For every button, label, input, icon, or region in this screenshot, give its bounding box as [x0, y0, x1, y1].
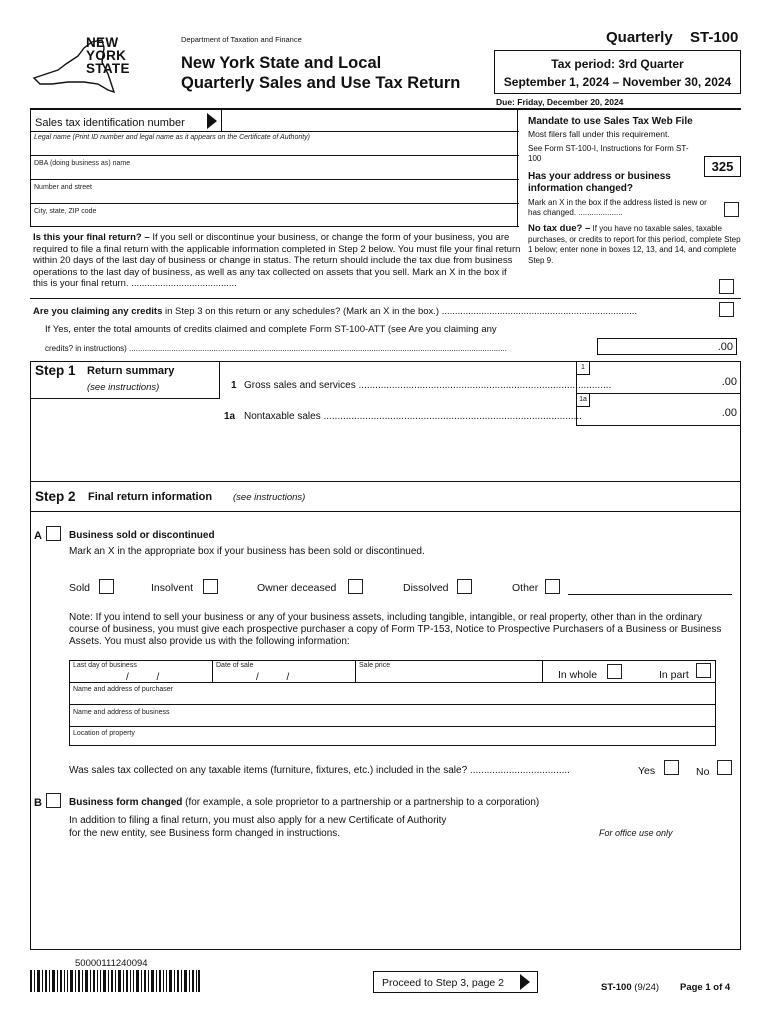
- in-part-label: In part: [659, 669, 689, 681]
- legal-name-field[interactable]: [31, 131, 519, 155]
- step2-header: [31, 482, 740, 512]
- collected-no-checkbox[interactable]: [717, 760, 732, 775]
- final-return-block: [33, 232, 521, 290]
- dba-label: DBA (doing business as) name: [34, 160, 131, 167]
- section-b-title: Business form changed: [69, 797, 183, 808]
- section-b-line3: for the new entity, see Business form changed in instructions.: [69, 828, 341, 839]
- barcode-icon: [30, 970, 200, 992]
- street-field[interactable]: [31, 179, 519, 203]
- proceed-button[interactable]: [373, 971, 538, 993]
- step1-subtitle: Return summary: [87, 365, 175, 377]
- option-dissolved-label: Dissolved: [403, 582, 449, 594]
- legal-name-label: Legal name (Print ID number and legal name as it appears on the Certificate of Authority): [34, 134, 310, 141]
- barcode-number: 50000111240094: [75, 958, 148, 969]
- line1a-amount: .00: [721, 407, 737, 419]
- section-b-rest: (for example, a sole proprietor to a partnership or a partnership to a corporation): [185, 797, 540, 808]
- line1-amount-field[interactable]: [576, 362, 740, 394]
- address-changed-checkbox[interactable]: [724, 202, 739, 217]
- proceed-label: Proceed to Step 3, page 2: [382, 977, 505, 989]
- credits-line2: If Yes, enter the total amounts of credits claimed and complete Form ST-100-ATT (see Are you claiming any: [45, 324, 497, 335]
- tax-period-title: Tax period: 3rd Quarter: [551, 57, 684, 71]
- section-a-instructions: Mark an X in the appropriate box if your business has been sold or discontinued.: [69, 546, 425, 557]
- option-insolvent-label: Insolvent: [151, 582, 194, 594]
- sale-note: Note: If you intend to sell your business or any of your business assets, including tangible, intangible, or real property, other than in the ordinary course of business, you must give each prospective purchaser a copy of Form TP-153, Notice to Prospective Purchasers of a Business or Business Assets. You must also provide us with the following information:: [69, 612, 722, 647]
- line1-label-leader: ...........................................................................................: [358, 380, 612, 391]
- step1-section: [30, 361, 741, 482]
- line1-amount: .00: [721, 376, 737, 388]
- date-sale-field[interactable]: [213, 661, 356, 683]
- date-sale-label: Date of sale: [216, 662, 254, 669]
- city-label: City, state, ZIP code: [34, 208, 97, 215]
- final-return-question: Is this your final return? –: [33, 232, 150, 243]
- line1-label-text: Gross sales and services: [244, 380, 356, 391]
- arrow-right-icon: [520, 974, 530, 990]
- collected-yes-checkbox[interactable]: [664, 760, 679, 775]
- final-return-checkbox[interactable]: [719, 279, 734, 294]
- barcode: [30, 970, 200, 992]
- section-b-line2: In addition to filing a final return, you must also apply for a new Certificate of Authority: [69, 815, 447, 826]
- option-insolvent-checkbox[interactable]: [203, 579, 218, 594]
- property-field[interactable]: [70, 727, 715, 745]
- credits-checkbox[interactable]: [719, 302, 734, 317]
- credits-line3-leader: ..........................................................................................................................................................................: [129, 344, 507, 353]
- sales-tax-id-field[interactable]: [221, 109, 519, 131]
- street-label: Number and street: [34, 184, 92, 191]
- dba-field[interactable]: [31, 155, 519, 179]
- option-sold-label: Sold: [69, 582, 91, 594]
- line1a-number: 1a: [224, 411, 236, 422]
- section-b-checkbox[interactable]: [46, 793, 61, 808]
- last-day-slashes: / /: [126, 672, 160, 683]
- sale-price-field[interactable]: [356, 661, 543, 683]
- final-return-text: If you sell or discontinue your business, or change the form of your business, you are required to file a final return with the applicable information completed in Step 2 below. You must file your final return within 20 days of the last day of business or change in status. The return should include the tax due from business operations to the last day of business, as well as any tax collected on assets that you sell. Mark an X in the box if this is your final return. ........................................: [33, 232, 521, 290]
- line1-label: [244, 380, 612, 391]
- footer-form-date: (9/24): [634, 982, 660, 993]
- address-question: Has your address or business information changed?: [528, 171, 671, 194]
- form-id: ST-100: [690, 29, 739, 46]
- line1-box-number: 1: [577, 362, 590, 375]
- form-footer-id: [601, 982, 659, 993]
- property-label: Location of property: [73, 730, 135, 737]
- sale-price-label: Sale price: [359, 662, 391, 669]
- title-line2: Quarterly Sales and Use Tax Return: [181, 74, 461, 92]
- purchaser-label: Name and address of purchaser: [73, 686, 173, 693]
- form-label: Quarterly: [606, 29, 673, 46]
- no-tax-text: If you have no taxable sales, taxable purchases, or credits to report for this period, complete Step 1 below; enter none in boxes 12, 13, and 14, and complete Step 9.: [528, 224, 741, 265]
- step2-subtitle: Final return information: [88, 491, 213, 503]
- step1-see: (see instructions): [87, 382, 160, 393]
- line1-number: 1: [231, 380, 237, 391]
- tax-period-box: [494, 50, 741, 94]
- sale-details-table: [69, 660, 716, 746]
- in-whole-checkbox[interactable]: [607, 664, 622, 679]
- credits-amount: .00: [717, 341, 733, 353]
- credits-line3: [45, 344, 595, 353]
- footer-form-code: ST-100: [601, 982, 632, 993]
- in-part-checkbox[interactable]: [696, 663, 711, 678]
- option-dissolved-checkbox[interactable]: [457, 579, 472, 594]
- step2-section: [30, 482, 741, 950]
- collected-no-label: No: [696, 766, 710, 778]
- business-label: Name and address of business: [73, 709, 170, 716]
- step1-title: Step 1: [35, 363, 76, 378]
- option-other-label: Other: [512, 582, 539, 594]
- logo-text: NEW YORK STATE: [86, 35, 130, 76]
- arrow-right-icon: [207, 113, 217, 129]
- no-tax-block: [528, 224, 742, 266]
- final-return-rule: [30, 298, 741, 299]
- last-day-field[interactable]: [70, 661, 213, 683]
- credits-line3-text: credits? in instructions): [45, 344, 127, 353]
- step2-title: Step 2: [35, 489, 76, 504]
- collected-question: Was sales tax collected on any taxable items (furniture, fixtures, etc.) included in the sale? ....................................: [69, 765, 570, 776]
- section-a-checkbox[interactable]: [46, 526, 61, 541]
- line1a-label-leader: .............................................................................................: [323, 411, 582, 422]
- line1a-label: [244, 411, 582, 422]
- section-b-letter: B: [34, 797, 42, 809]
- collected-yes-label: Yes: [638, 765, 656, 777]
- line1a-label-text: Nontaxable sales: [244, 411, 321, 422]
- section-a-letter: A: [34, 530, 42, 542]
- in-whole-part-cell: [543, 661, 715, 683]
- title-line1: New York State and Local: [181, 54, 382, 72]
- date-sale-slashes: / /: [256, 672, 290, 683]
- section-b-title-line: [69, 797, 539, 808]
- credits-question-bold: Are you claiming any credits: [33, 306, 163, 317]
- tax-period-dates: September 1, 2024 – November 30, 2024: [503, 75, 732, 89]
- credits-question-rest: in Step 3 on this return or any schedules? (Mark an X in the box.): [165, 306, 440, 317]
- office-use-label: For office use only: [599, 828, 673, 838]
- id-fields-block: [30, 109, 518, 227]
- city-field[interactable]: [31, 203, 519, 227]
- address-mark-text: Mark an X in the box if the address listed is new or has changed. ....................: [528, 198, 707, 217]
- nys-logo: [28, 34, 168, 96]
- option-other-checkbox[interactable]: [545, 579, 560, 594]
- mandate-text: Most filers fall under this requirement.: [528, 129, 670, 139]
- other-text-line[interactable]: [568, 594, 732, 595]
- mandate-title: Mandate to use Sales Tax Web File: [528, 116, 693, 127]
- sales-tax-id-label: Sales tax identification number: [35, 117, 185, 129]
- department-name: Department of Taxation and Finance: [181, 35, 302, 44]
- business-field[interactable]: [70, 705, 715, 727]
- form-code-box: 325: [704, 156, 741, 177]
- line1a-box-number: 1a: [577, 394, 590, 407]
- step2-see: (see instructions): [233, 492, 306, 503]
- step1-header: [31, 362, 220, 399]
- line1a-amount-field[interactable]: [576, 394, 740, 426]
- section-a-title: Business sold or discontinued: [69, 530, 215, 541]
- option-deceased-checkbox[interactable]: [348, 579, 363, 594]
- in-whole-label: In whole: [558, 669, 598, 681]
- see-form-text: See Form ST-100-I, Instructions for Form ST-100: [528, 144, 689, 163]
- credits-amount-field[interactable]: [597, 338, 737, 355]
- due-date: Due: Friday, December 20, 2024: [496, 97, 624, 107]
- option-sold-checkbox[interactable]: [99, 579, 114, 594]
- page-number: Page 1 of 4: [680, 982, 731, 993]
- no-tax-title: No tax due? –: [528, 223, 591, 234]
- credits-question: [33, 306, 713, 317]
- credits-question-leader: ..........................................................................: [441, 306, 638, 317]
- option-deceased-label: Owner deceased: [257, 582, 337, 594]
- purchaser-field[interactable]: [70, 683, 715, 705]
- last-day-label: Last day of business: [73, 662, 137, 669]
